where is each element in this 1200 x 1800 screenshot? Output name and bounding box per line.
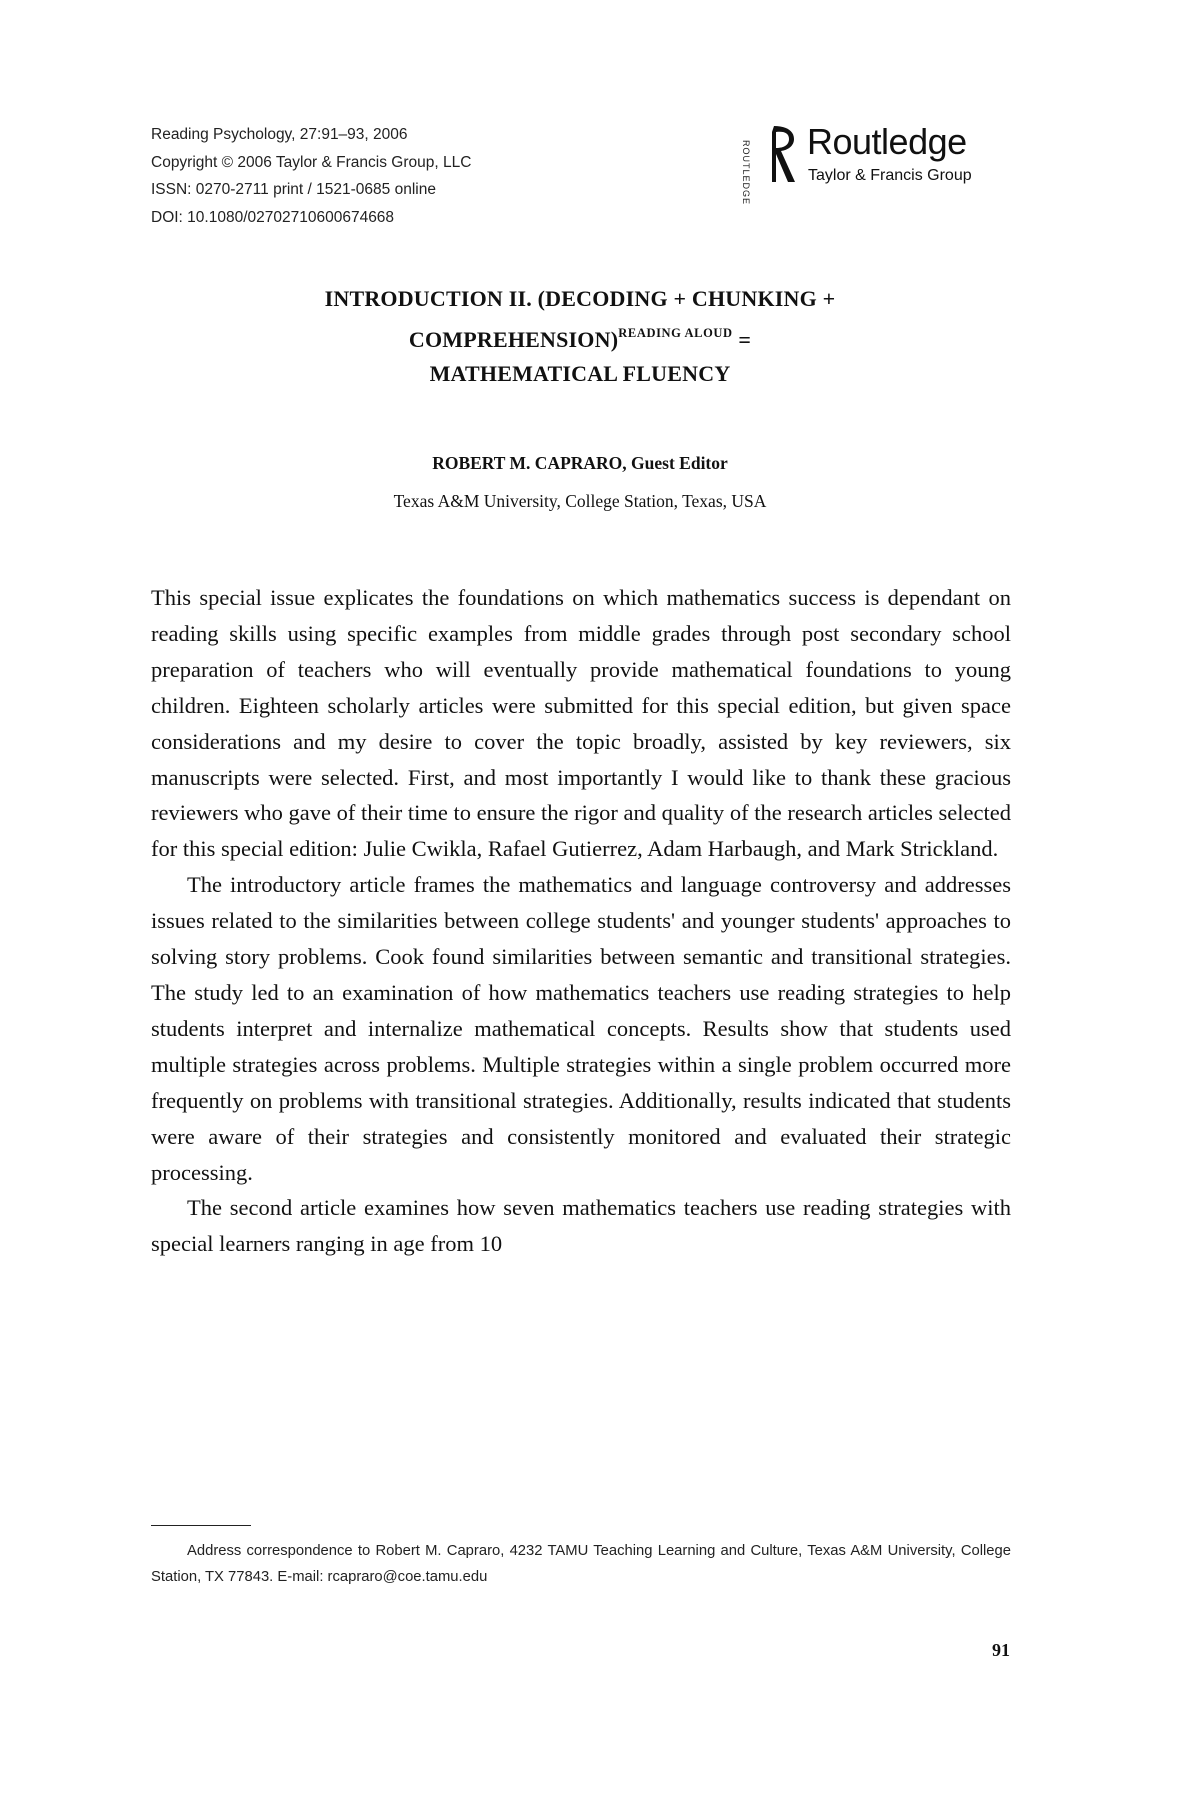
body-paragraph-1: This special issue explicates the foundations on which mathematics success is dependant on reading skills using specific examples from middle grades through post secondary school preparation of teachers who will eventually provide mathematical foundations to young children. Eighteen scholarly articles were submitted for this special edition, but given space considerations and my desire to cover the topic broadly, assisted by key reviewers, six manuscripts were selected. First, and most importantly I would like to thank these gracious reviewers who gave of their time to ensure the rigor and quality of the research articles selected for this special edition: Julie Cwikla, Rafael Gutierrez, Adam Harbaugh, and Mark Strickland.: [151, 585, 1011, 862]
journal-issn: ISSN: 0270-2711 print / 1521-0685 online: [151, 181, 436, 198]
publisher-vertical-mark: ROUTLEDGE: [741, 140, 751, 206]
title-line-2: [150, 316, 1010, 357]
title-line-2-main: COMPREHENSION): [408, 327, 619, 352]
page-number: 91: [992, 1640, 1010, 1660]
publisher-logo: [741, 120, 1025, 206]
title-line-1: INTRODUCTION II. (DECODING + CHUNKING +: [324, 286, 836, 311]
footnote: [151, 1538, 1011, 1590]
footnote-divider: [151, 1525, 251, 1526]
publisher-name: Routledge: [807, 121, 967, 162]
title-line-3: MATHEMATICAL FLUENCY: [429, 361, 731, 386]
routledge-r-icon: [771, 124, 797, 186]
body-paragraph-3: The second article examines how seven mathematics teachers use reading strategies with special learners ranging in age from 10: [151, 1195, 1011, 1257]
footnote-text: Address correspondence to Robert M. Capraro, 4232 TAMU Teaching Learning and Culture, Texas A&M University, College Station, TX 77843. E-mail: rcapraro@coe.tamu.edu: [151, 1543, 1011, 1585]
body-paragraph-2: The introductory article frames the mathematics and language controversy and addresses issues related to the similarities between college students' and younger students' approaches to solving story problems. Cook found similarities between semantic and transitional strategies. The study led to an examination of how mathematics teachers use reading strategies to help students interpret and internalize mathematical concepts. Results show that students used multiple strategies across problems. Multiple strategies within a single problem occurred more frequently on problems with transitional strategies. Additionally, results indicated that students were aware of their strategies and consistently monitored and evaluated their strategic processing.: [151, 872, 1011, 1185]
title-superscript: READING ALOUD: [618, 326, 733, 340]
publisher-group: Taylor & Francis Group: [808, 167, 972, 184]
journal-copyright: Copyright © 2006 Taylor & Francis Group, LLC: [151, 153, 472, 171]
author-name: ROBERT M. CAPRARO, Guest Editor: [432, 453, 728, 473]
title-line-2-end: =: [732, 327, 752, 352]
journal-doi: DOI: 10.1080/02702710600674668: [151, 208, 395, 226]
journal-citation: Reading Psychology, 27:91–93, 2006: [151, 126, 408, 143]
article-body: [151, 580, 1011, 1262]
article-title: [150, 282, 1010, 391]
journal-metadata: [151, 121, 471, 231]
author-affiliation: Texas A&M University, College Station, Texas, USA: [393, 491, 767, 511]
author-block: [150, 450, 1010, 514]
